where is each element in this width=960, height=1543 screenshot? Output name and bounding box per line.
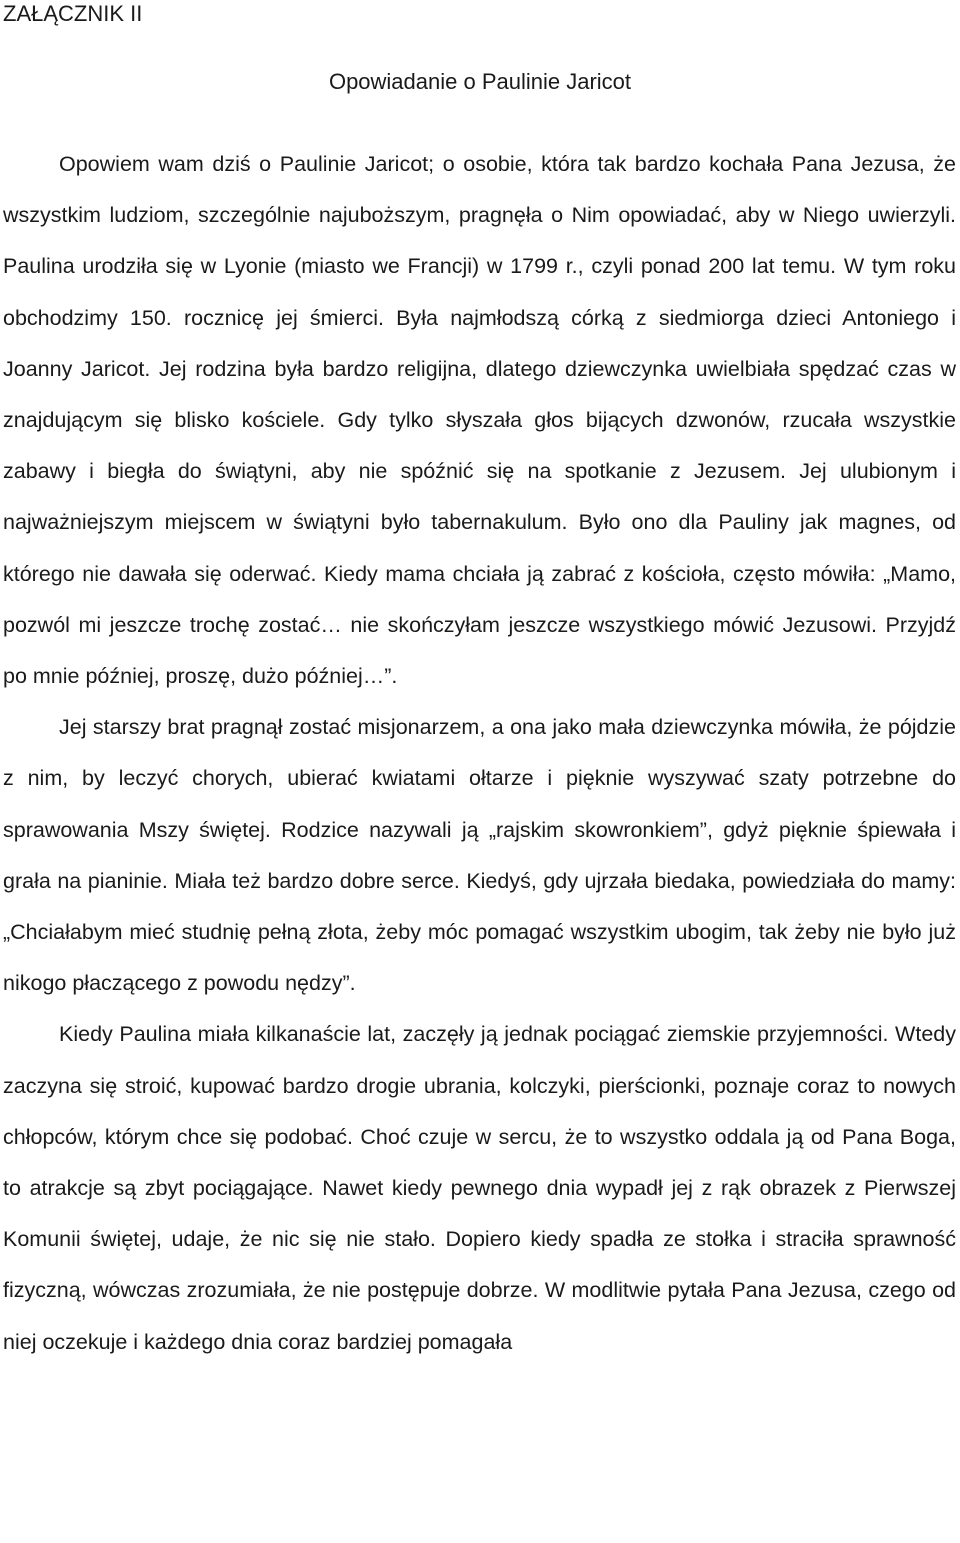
paragraph-2: Jej starszy brat pragnął zostać misjonarzem, a ona jako mała dziewczynka mówiła, że pójdzie z nim, by leczyć chorych, ubierać kwiatami ołtarze i pięknie wyszywać szaty potrzebne do sprawowania Mszy świętej. Rodzice nazywali ją „rajskim skowronkiem”, gdyż pięknie śpiewała i grała na pianinie. Miała też bardzo dobre serce. Kiedyś, gdy ujrzała biedaka, powiedziała do mamy: „Chciałabym mieć studnię pełną złota, żeby móc pomagać wszystkim ubogim, tak żeby nie było już nikogo płaczącego z powodu nędzy”. [3,715,956,996]
document-body [3,139,956,1368]
annex-label: ZAŁĄCZNIK II [3,1,143,26]
paragraph-1: Opowiem wam dziś o Paulinie Jaricot; o osobie, która tak bardzo kochała Pana Jezusa, że wszystkim ludziom, szczególnie najuboższym, pragnęła o Nim opowiadać, aby w Niego uwierzyli. Paulina urodziła się w Lyonie (miasto we Francji) w 1799 r., czyli ponad 200 lat temu. W tym roku obchodzimy 150. rocznicę jej śmierci. Była najmłodszą córką z siedmiorga dzieci Antoniego i Joanny Jaricot. Jej rodzina była bardzo religijna, dlatego dziewczynka uwielbiała spędzać czas w znajdującym się blisko kościele. Gdy tylko słyszała głos bijących dzwonów, rzucała wszystkie zabawy i biegła do świątyni, aby nie spóźnić się na spotkanie z Jezusem. Jej ulubionym i najważniejszym miejscem w świątyni było tabernakulum. Było ono dla Pauliny jak magnes, od którego nie dawała się oderwać. Kiedy mama chciała ją zabrać z kościoła, często mówiła: „Mamo, pozwól mi jeszcze trochę zostać… nie skończyłam jeszcze wszystkiego mówić Jezusowi. Przyjdź po mnie później, proszę, dużo później…”. [3,152,956,689]
document-title: Opowiadanie o Paulinie Jaricot [328,69,632,94]
paragraph-3: Kiedy Paulina miała kilkanaście lat, zaczęły ją jednak pociągać ziemskie przyjemności. Wtedy zaczyna się stroić, kupować bardzo drogie ubrania, kolczyki, pierścionki, poznaje coraz to nowych chłopców, którym chce się podobać. Choć czuje w sercu, że to wszystko oddala ją od Pana Boga, to atrakcje są zbyt pociągające. Nawet kiedy pewnego dnia wypadł jej z rąk obrazek z Pierwszej Komunii świętej, udaje, że nic się nie stało. Dopiero kiedy spadła ze stołka i straciła sprawność fizyczną, wówczas zrozumiała, że nie postępuje dobrze. W modlitwie pytała Pana Jezusa, czego od niej oczekuje i każdego dnia coraz bardziej pomagała [3,1022,956,1354]
